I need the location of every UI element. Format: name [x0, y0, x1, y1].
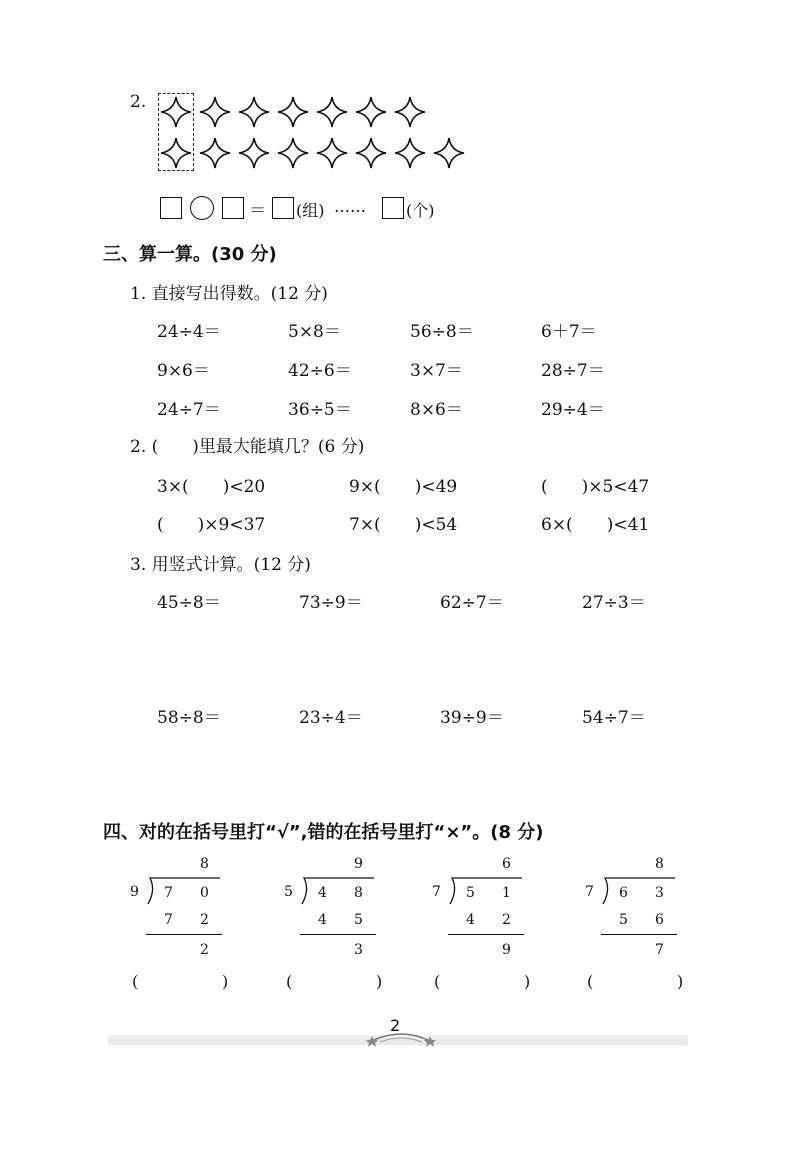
subtraction-line: [146, 934, 222, 935]
calc-item: 9×6＝: [157, 361, 210, 381]
calc-item: 3×7＝: [410, 361, 463, 381]
four-point-star-icon: [238, 96, 270, 128]
remainder-digit: 9: [502, 942, 511, 958]
dividend-digit: 6: [619, 885, 628, 901]
dividend-digit: 8: [354, 885, 363, 901]
quotient-digit: 6: [502, 856, 511, 872]
answer-bracket-open[interactable]: (: [132, 972, 139, 991]
four-point-star-icon: [316, 96, 348, 128]
vertical-calc-item: 39÷9＝: [440, 708, 504, 728]
subtraction-line: [601, 934, 677, 935]
part-3-title: 3. 用竖式计算。(12 分): [130, 555, 311, 575]
operator-circle[interactable]: [190, 196, 214, 220]
remainder-digit: 3: [354, 942, 363, 958]
division-bracket-icon: [284, 852, 384, 912]
calc-item: 5×8＝: [288, 322, 341, 342]
subtraction-line: [448, 934, 524, 935]
vertical-calc-item: 54÷7＝: [582, 708, 646, 728]
dividend-digit: 3: [655, 885, 664, 901]
footer-ornament-icon: [366, 1030, 436, 1050]
section-4-title: 四、对的在括号里打“√”,错的在括号里打“×”。(8 分): [103, 822, 544, 843]
equals-sign: ＝: [249, 201, 266, 221]
division-bracket-icon: [432, 852, 532, 912]
four-point-star-icon: [199, 96, 231, 128]
dividend-digit: 5: [466, 885, 475, 901]
fill-item: 7×( )<54: [349, 515, 458, 535]
fill-item: ( )×5<47: [541, 477, 650, 497]
divisor-digit: 7: [432, 884, 441, 900]
calc-item: 24÷4＝: [157, 322, 221, 342]
unit-group-label: (组): [296, 201, 325, 220]
answer-bracket-open[interactable]: (: [434, 972, 441, 991]
four-point-star-icon: [394, 96, 426, 128]
long-division: [432, 852, 542, 962]
long-division: [284, 852, 394, 962]
answer-blank-box[interactable]: [272, 197, 294, 219]
long-division: [130, 852, 240, 962]
divisor-digit: 7: [585, 884, 594, 900]
four-point-star-icon: [277, 96, 309, 128]
four-point-star-icon: [355, 96, 387, 128]
fill-item: 6×( )<41: [541, 515, 650, 535]
product-digit: 2: [200, 912, 209, 928]
quotient-digit: 8: [655, 856, 664, 872]
part-1-title: 1. 直接写出得数。(12 分): [130, 284, 328, 304]
remainder-dots: ……: [334, 197, 366, 216]
vertical-calc-item: 23÷4＝: [299, 708, 363, 728]
four-point-star-icon: [160, 137, 192, 169]
calc-item: 29÷4＝: [541, 400, 605, 420]
four-point-star-icon: [316, 137, 348, 169]
answer-blank-box[interactable]: [382, 197, 404, 219]
four-point-star-icon: [394, 137, 426, 169]
four-point-star-icon: [433, 137, 465, 169]
vertical-calc-item: 45÷8＝: [157, 593, 221, 613]
fill-item: 3×( )<20: [157, 477, 266, 497]
question-2-number: 2.: [130, 92, 147, 112]
calc-item: 24÷7＝: [157, 400, 221, 420]
four-point-star-icon: [238, 137, 270, 169]
fill-item: 9×( )<49: [349, 477, 458, 497]
answer-blank-box[interactable]: [222, 197, 244, 219]
answer-blank-box[interactable]: [160, 197, 182, 219]
unit-piece-label: (个): [406, 201, 435, 220]
dividend-digit: 4: [318, 885, 327, 901]
fill-item: ( )×9<37: [157, 515, 266, 535]
calc-item: 42÷6＝: [288, 361, 352, 381]
vertical-calc-item: 27÷3＝: [582, 593, 646, 613]
section-3-title: 三、算一算。(30 分): [103, 244, 277, 265]
remainder-digit: 2: [200, 942, 209, 958]
calc-item: 36÷5＝: [288, 400, 352, 420]
division-bracket-icon: [585, 852, 685, 912]
dividend-digit: 0: [200, 885, 209, 901]
calc-item: 56÷8＝: [410, 322, 474, 342]
product-digit: 5: [619, 912, 628, 928]
vertical-calc-item: 58÷8＝: [157, 708, 221, 728]
answer-bracket-close[interactable]: ): [376, 972, 383, 991]
calc-item: 28÷7＝: [541, 361, 605, 381]
product-digit: 6: [655, 912, 664, 928]
answer-bracket-close[interactable]: ): [524, 972, 531, 991]
divisor-digit: 9: [130, 884, 139, 900]
four-point-star-icon: [277, 137, 309, 169]
subtraction-line: [300, 934, 376, 935]
division-bracket-icon: [130, 852, 230, 912]
product-digit: 7: [164, 912, 173, 928]
four-point-star-icon: [160, 96, 192, 128]
dividend-digit: 7: [164, 885, 173, 901]
product-digit: 4: [466, 912, 475, 928]
dividend-digit: 1: [502, 885, 511, 901]
answer-bracket-close[interactable]: ): [222, 972, 229, 991]
vertical-calc-item: 62÷7＝: [440, 593, 504, 613]
part-2-title: 2. ( )里最大能填几？(6 分): [130, 437, 365, 457]
product-digit: 2: [502, 912, 511, 928]
remainder-digit: 7: [655, 942, 664, 958]
four-point-star-icon: [199, 137, 231, 169]
quotient-digit: 8: [200, 856, 209, 872]
page-number: 2: [390, 1016, 401, 1035]
divisor-digit: 5: [284, 884, 293, 900]
answer-bracket-close[interactable]: ): [677, 972, 684, 991]
answer-bracket-open[interactable]: (: [587, 972, 594, 991]
answer-bracket-open[interactable]: (: [286, 972, 293, 991]
calc-item: 6＋7＝: [541, 322, 597, 342]
vertical-calc-item: 73÷9＝: [299, 593, 363, 613]
calc-item: 8×6＝: [410, 400, 463, 420]
product-digit: 5: [354, 912, 363, 928]
product-digit: 4: [318, 912, 327, 928]
four-point-star-icon: [355, 137, 387, 169]
long-division: [585, 852, 695, 962]
quotient-digit: 9: [354, 856, 363, 872]
